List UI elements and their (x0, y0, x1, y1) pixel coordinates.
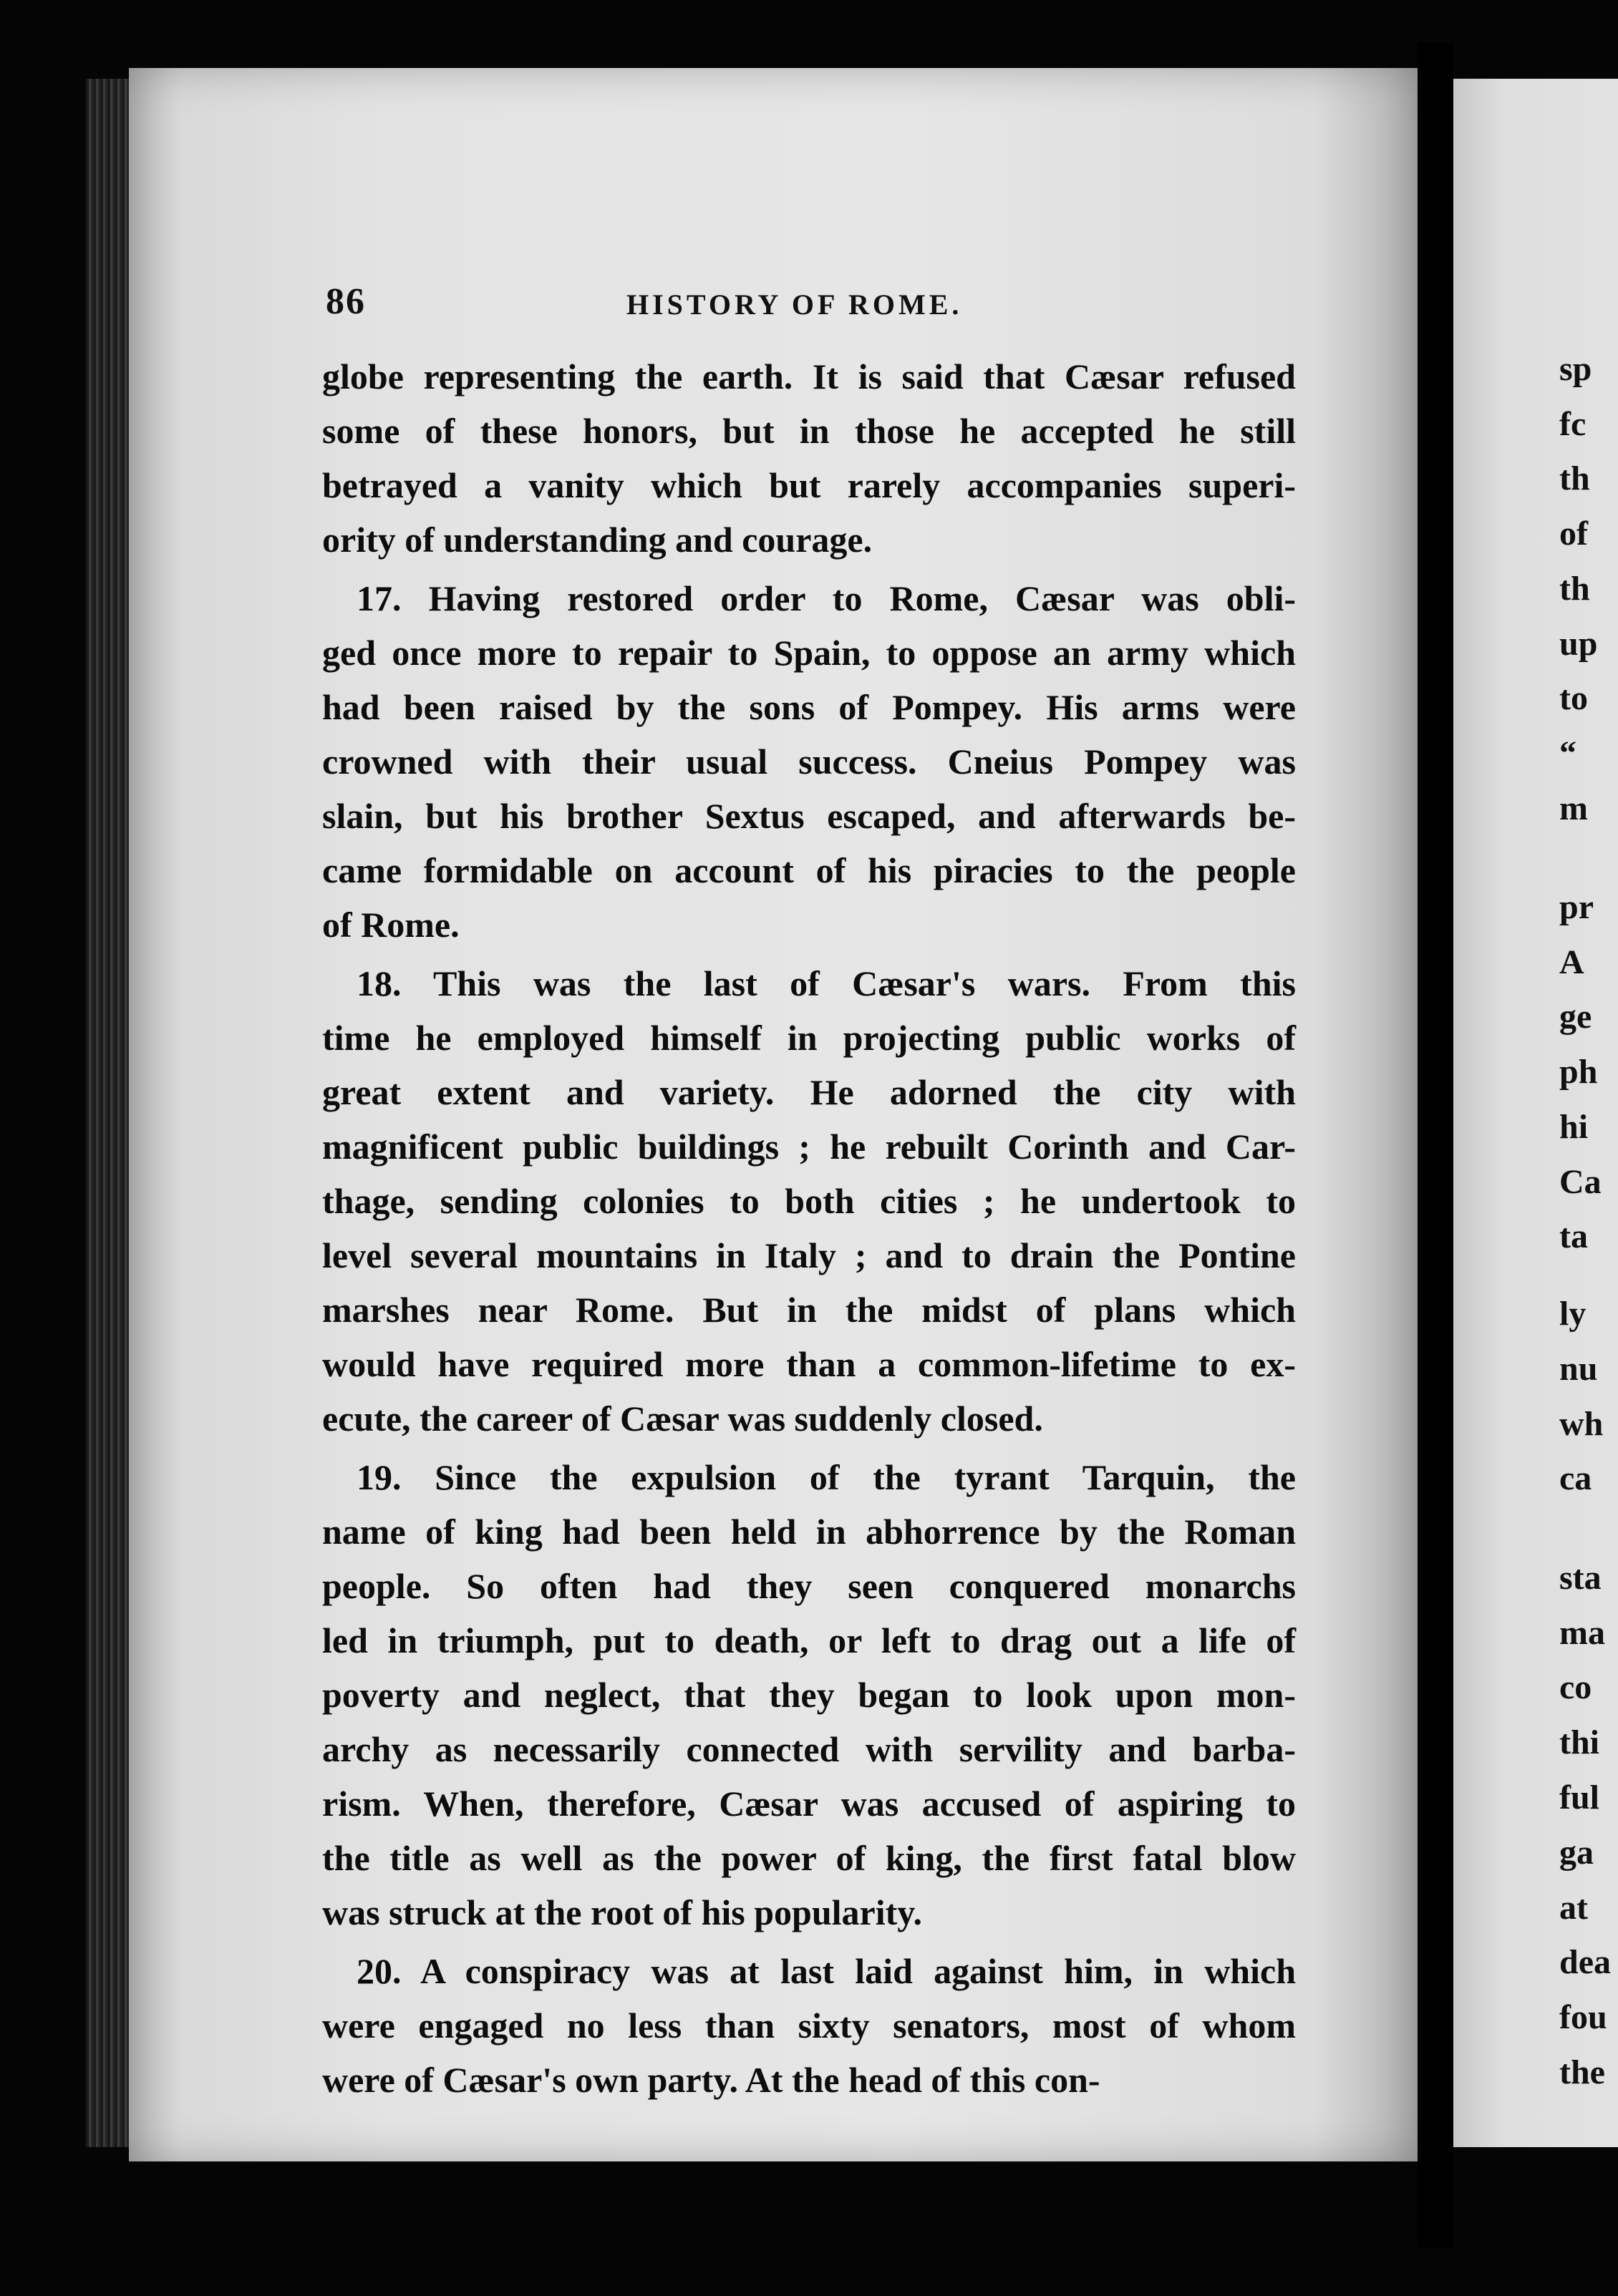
running-title: HISTORY OF ROME. (626, 288, 963, 321)
facing-page-fragment: ph (1559, 1053, 1598, 1091)
facing-page-fragment: fc (1559, 405, 1586, 443)
facing-page-fragment: th (1559, 459, 1590, 497)
facing-page-fragment: ge (1559, 998, 1592, 1036)
facing-page-fragment: nu (1559, 1350, 1598, 1388)
facing-page-fragment: A (1559, 943, 1584, 981)
page-number: 86 (326, 281, 366, 322)
text-line: some of these honors, but in those he accepted he still (322, 411, 1296, 451)
facing-page-fragment: hi (1559, 1108, 1589, 1146)
text-line: were of Cæsar's own party. At the head of this con- (322, 2060, 1100, 2100)
text-line: betrayed a vanity which but rarely accompanies superi- (322, 465, 1296, 505)
book-gutter (1418, 43, 1453, 2247)
text-line: were engaged no less than sixty senators, most of whom (322, 2005, 1296, 2046)
text-line: ged once more to repair to Spain, to oppose an army which (322, 633, 1296, 673)
text-line: name of king had been held in abhorrence by the Roman (322, 1512, 1296, 1552)
text-line: poverty and neglect, that they began to look upon mon- (322, 1675, 1296, 1715)
text-line: 18. This was the last of Cæsar's wars. From this (357, 963, 1296, 1003)
text-line: globe representing the earth. It is said that Cæsar refused (322, 356, 1296, 397)
facing-page-fragment: of (1559, 515, 1588, 553)
facing-page-fragment: pr (1559, 888, 1594, 926)
facing-page-fragment: m (1559, 789, 1588, 827)
text-line: the title as well as the power of king, the first fatal blow (322, 1838, 1296, 1878)
text-line: great extent and variety. He adorned the city with (322, 1072, 1296, 1112)
text-line: 17. Having restored order to Rome, Cæsar was obli- (357, 578, 1296, 618)
facing-page-fragment: sp (1559, 350, 1592, 388)
text-line: level several mountains in Italy ; and to drain the Pontine (322, 1235, 1296, 1275)
text-line: ecute, the career of Cæsar was suddenly closed. (322, 1398, 1043, 1439)
facing-page-fragment: up (1559, 625, 1598, 663)
text-line: marshes near Rome. But in the midst of plans which (322, 1290, 1296, 1330)
paragraph (322, 956, 1296, 1446)
text-line: 20. A conspiracy was at last laid against him, in which (357, 1951, 1296, 1991)
text-line: would have required more than a common-lifetime to ex- (322, 1344, 1296, 1384)
facing-page-fragment: co (1559, 1668, 1592, 1706)
body-text (322, 349, 1296, 2107)
facing-page-fragment: fou (1559, 1998, 1607, 2036)
text-line: 19. Since the expulsion of the tyrant Tarquin, the (357, 1457, 1296, 1497)
text-line: of Rome. (322, 905, 460, 945)
paragraph (322, 1944, 1296, 2107)
facing-page-fragment: th (1559, 570, 1590, 608)
facing-page-fragment: ma (1559, 1614, 1605, 1652)
facing-page-fragment: dea (1559, 1943, 1611, 1981)
facing-page-fragment: ful (1559, 1779, 1600, 1816)
facing-page-fragment: sta (1559, 1559, 1602, 1597)
facing-page-fragment: ca (1559, 1459, 1592, 1497)
text-line: archy as necessarily connected with servility and barba- (322, 1729, 1296, 1769)
facing-page-fragment: at (1559, 1889, 1588, 1927)
text-line: time he employed himself in projecting public works of (322, 1018, 1296, 1058)
facing-page-fragment: ta (1559, 1217, 1588, 1255)
text-line: slain, but his brother Sextus escaped, and afterwards be- (322, 796, 1296, 836)
text-line: came formidable on account of his piracies to the people (322, 850, 1296, 890)
facing-page-fragment: ga (1559, 1834, 1594, 1872)
text-line: magnificent public buildings ; he rebuilt Corinth and Car- (322, 1127, 1296, 1167)
facing-page-fragment: thi (1559, 1723, 1600, 1761)
text-line: thage, sending colonies to both cities ; he undertook to (322, 1181, 1296, 1221)
text-line: rism. When, therefore, Cæsar was accused of aspiring to (322, 1784, 1296, 1824)
text-line: people. So often had they seen conquered monarchs (322, 1566, 1296, 1606)
text-line: ority of understanding and courage. (322, 520, 873, 560)
running-head (326, 281, 1307, 324)
facing-page-fragment: wh (1559, 1405, 1604, 1443)
paragraph (322, 1450, 1296, 1940)
facing-page-fragment: the (1559, 2053, 1605, 2091)
facing-page-fragment: to (1559, 679, 1588, 717)
facing-page-fragment: “ (1559, 734, 1576, 772)
text-line: was struck at the root of his popularity. (322, 1892, 923, 1932)
text-line: had been raised by the sons of Pompey. His arms were (322, 687, 1296, 727)
text-line: crowned with their usual success. Cneius Pompey was (322, 741, 1296, 782)
paragraph (322, 349, 1296, 567)
text-line: led in triumph, put to death, or left to drag out a life of (322, 1620, 1296, 1660)
facing-page-fragment: ly (1559, 1295, 1586, 1333)
paragraph (322, 571, 1296, 952)
facing-page-fragment: Ca (1559, 1163, 1602, 1201)
